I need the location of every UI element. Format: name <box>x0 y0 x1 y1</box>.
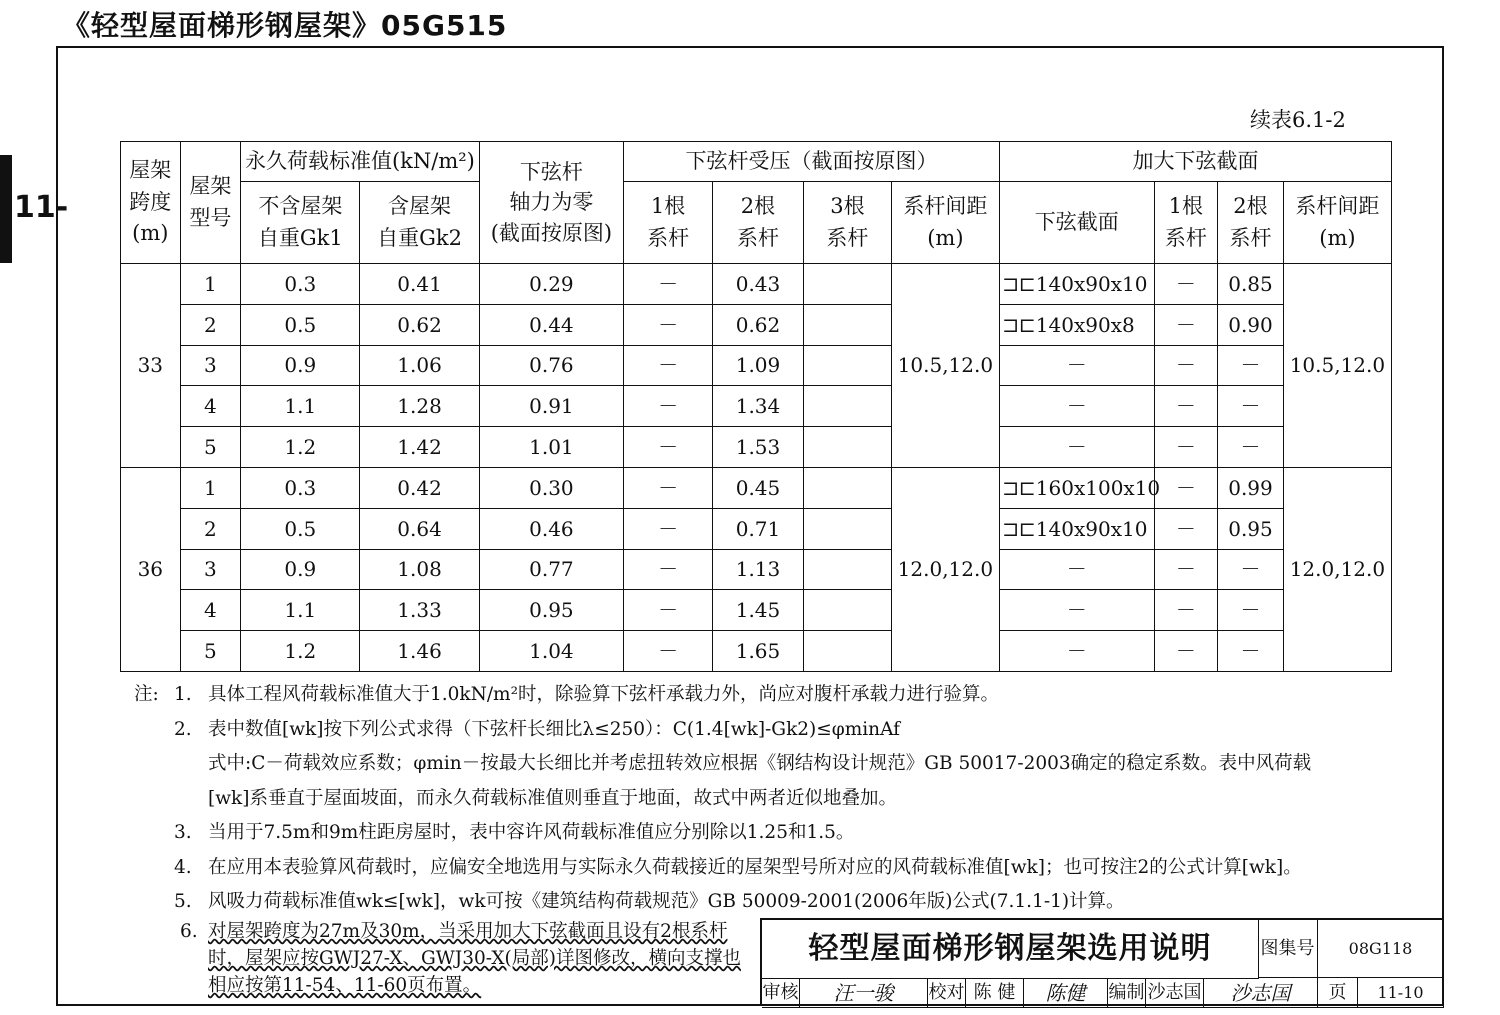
cell-three-bar <box>803 467 891 508</box>
cell-e-two: － <box>1218 345 1284 386</box>
cell-gk1: 0.9 <box>241 345 360 386</box>
note-4 <box>134 851 1394 886</box>
cell-type: 4 <box>180 590 241 631</box>
cell-e-one: － <box>1154 386 1218 427</box>
header-zero-axial: 下弦杆 轴力为零 (截面按原图) <box>479 142 623 264</box>
header-e-spacing: 系杆间距 (m) <box>1283 182 1391 264</box>
header-one-bar: 1根 系杆 <box>624 182 713 264</box>
draw-name: 沙志国 <box>1146 978 1204 1008</box>
header-e-one: 1根 系杆 <box>1154 182 1218 264</box>
cell-section: ⊐⊏140x90x10 <box>999 264 1154 305</box>
cell-gk2: 0.42 <box>360 467 479 508</box>
cell-one-bar: － <box>624 549 713 590</box>
table-row <box>121 345 1392 386</box>
header-perm-group: 永久荷载标准值(kN/m²) <box>241 142 479 182</box>
cell-two-bar: 0.71 <box>713 508 804 549</box>
table-row <box>121 467 1392 508</box>
header-type: 屋架 型号 <box>180 142 241 264</box>
cell-e-spacing: 10.5,12.0 <box>1283 264 1391 468</box>
cell-one-bar: － <box>624 386 713 427</box>
cell-e-two: － <box>1218 427 1284 468</box>
atlas-value: 08G118 <box>1318 920 1444 978</box>
cell-one-bar: － <box>624 631 713 672</box>
cell-e-two: － <box>1218 631 1284 672</box>
cell-gk2: 1.06 <box>360 345 479 386</box>
cell-gk1: 1.2 <box>241 631 360 672</box>
cell-section: － <box>999 590 1154 631</box>
cell-e-one: － <box>1154 427 1218 468</box>
note-5-number: 5. <box>174 891 192 912</box>
cell-type: 1 <box>180 467 241 508</box>
note-4-number: 4. <box>174 856 192 878</box>
header-span: 屋架 跨度 (m) <box>121 142 181 264</box>
header-spacing: 系杆间距 (m) <box>891 182 999 264</box>
cell-type: 3 <box>180 549 241 590</box>
cell-gk1: 0.5 <box>241 508 360 549</box>
table-body <box>121 264 1392 672</box>
cell-span: 36 <box>121 467 181 671</box>
cell-zero-axial: 0.77 <box>479 549 623 590</box>
cell-e-one: － <box>1154 549 1218 590</box>
cell-section: － <box>999 345 1154 386</box>
cell-one-bar: － <box>624 264 713 305</box>
cell-type: 5 <box>180 427 241 468</box>
cell-gk2: 0.64 <box>360 508 479 549</box>
cell-e-two: － <box>1218 549 1284 590</box>
header-two-bar: 2根 系杆 <box>713 182 804 264</box>
cell-zero-axial: 0.76 <box>479 345 623 386</box>
table-row <box>121 590 1392 631</box>
cell-zero-axial: 0.44 <box>479 304 623 345</box>
cell-zero-axial: 0.91 <box>479 386 623 427</box>
cell-two-bar: 1.65 <box>713 631 804 672</box>
cell-three-bar <box>803 508 891 549</box>
header-section: 下弦截面 <box>999 182 1154 264</box>
cell-e-two: 0.90 <box>1218 304 1284 345</box>
cell-one-bar: － <box>624 467 713 508</box>
cell-section: ⊐⊏140x90x10 <box>999 508 1154 549</box>
cell-section: － <box>999 549 1154 590</box>
cell-one-bar: － <box>624 345 713 386</box>
notes <box>134 678 1394 920</box>
header-three-bar: 3根 系杆 <box>803 182 891 264</box>
cell-two-bar: 0.43 <box>713 264 804 305</box>
cell-e-two: 0.85 <box>1218 264 1284 305</box>
draw-signature: 沙志国 <box>1204 978 1318 1008</box>
cell-three-bar <box>803 590 891 631</box>
note-3-number: 3. <box>174 822 192 843</box>
cell-e-one: － <box>1154 467 1218 508</box>
cell-zero-axial: 1.01 <box>479 427 623 468</box>
table-row <box>121 508 1392 549</box>
table-row <box>121 427 1392 468</box>
cell-gk1: 0.3 <box>241 467 360 508</box>
cell-type: 1 <box>180 264 241 305</box>
cell-e-two: 0.95 <box>1218 508 1284 549</box>
header-no-self: 不含屋架 自重Gk1 <box>241 182 360 264</box>
cell-e-one: － <box>1154 590 1218 631</box>
cell-three-bar <box>803 345 891 386</box>
document-title: 《轻型屋面梯形钢屋架》05G515 <box>62 9 508 42</box>
review-label: 审核 <box>762 978 800 1008</box>
cell-gk2: 1.28 <box>360 386 479 427</box>
cell-zero-axial: 1.04 <box>479 631 623 672</box>
data-table <box>120 141 1392 672</box>
cell-zero-axial: 0.95 <box>479 590 623 631</box>
cell-one-bar: － <box>624 304 713 345</box>
cell-e-two: 0.99 <box>1218 467 1284 508</box>
cell-section: － <box>999 631 1154 672</box>
cell-gk2: 1.08 <box>360 549 479 590</box>
note-3-text: 当用于7.5m和9m柱距房屋时，表中容许风荷载标准值应分别除以1.25和1.5。 <box>208 822 855 843</box>
table-row <box>121 304 1392 345</box>
cell-three-bar <box>803 631 891 672</box>
cell-two-bar: 1.13 <box>713 549 804 590</box>
cell-gk1: 1.2 <box>241 427 360 468</box>
table-row <box>121 549 1392 590</box>
cell-three-bar <box>803 386 891 427</box>
cell-three-bar <box>803 264 891 305</box>
cell-e-two: － <box>1218 590 1284 631</box>
check-name: 陈 健 <box>966 978 1024 1008</box>
cell-gk1: 0.3 <box>241 264 360 305</box>
note-2-number: 2. <box>174 718 192 740</box>
check-signature: 陈健 <box>1024 978 1108 1008</box>
cell-spacing: 10.5,12.0 <box>891 264 999 468</box>
cell-gk1: 1.1 <box>241 386 360 427</box>
cell-spacing: 12.0,12.0 <box>891 467 999 671</box>
cell-two-bar: 1.09 <box>713 345 804 386</box>
note-1-text: 具体工程风荷载标准值大于1.0kN/m²时，除验算下弦杆承载力外，尚应对腹杆承载力进行验算。 <box>208 684 1000 705</box>
cell-two-bar: 1.45 <box>713 590 804 631</box>
side-tab-bar <box>0 155 12 263</box>
note-3 <box>134 816 1394 851</box>
notes-label: 注: <box>134 684 159 705</box>
header-e-two: 2根 系杆 <box>1218 182 1284 264</box>
cell-e-spacing: 12.0,12.0 <box>1283 467 1391 671</box>
note-6-text: 对屋架跨度为27m及30m，当采用加大下弦截面且设有2根系杆时，屋架应按GWJ27-X、GWJ30-X(局部)详图修改，横向支撑也相应按第11-54、11-60页布置。 <box>208 921 741 996</box>
note-4-text: 在应用本表验算风荷载时，应偏安全地选用与实际永久荷载接近的屋架型号所对应的风荷载标准值[wk]；也可按注2的公式计算[wk]。 <box>208 856 1302 878</box>
cell-zero-axial: 0.29 <box>479 264 623 305</box>
cell-e-two: － <box>1218 386 1284 427</box>
title-block <box>760 918 1444 1006</box>
check-label: 校对 <box>928 978 966 1008</box>
page-value: 11-10 <box>1358 978 1444 1008</box>
cell-span: 33 <box>121 264 181 468</box>
note-1-number: 1. <box>174 684 192 705</box>
cell-e-one: － <box>1154 508 1218 549</box>
cell-gk1: 0.9 <box>241 549 360 590</box>
table-caption: 续表6.1-2 <box>1250 108 1346 132</box>
cell-two-bar: 1.53 <box>713 427 804 468</box>
cell-gk1: 0.5 <box>241 304 360 345</box>
cell-section: ⊐⊏160x100x10 <box>999 467 1154 508</box>
cell-two-bar: 0.62 <box>713 304 804 345</box>
table-row <box>121 386 1392 427</box>
side-tab-label: 11- <box>14 190 69 225</box>
cell-section: － <box>999 427 1154 468</box>
cell-two-bar: 0.45 <box>713 467 804 508</box>
cell-gk2: 1.46 <box>360 631 479 672</box>
draw-label: 编制 <box>1108 978 1146 1008</box>
cell-gk1: 1.1 <box>241 590 360 631</box>
note-2-line-2: 式中:C－荷载效应系数；φmin－按最大长细比并考虑扭转效应根据《钢结构设计规范》GB 50017-2003确定的稳定系数。表中风荷载 <box>208 753 1312 774</box>
cell-section: － <box>999 386 1154 427</box>
cell-type: 4 <box>180 386 241 427</box>
header-comp-group: 下弦杆受压（截面按原图） <box>624 142 1000 182</box>
cell-one-bar: － <box>624 508 713 549</box>
cell-two-bar: 1.34 <box>713 386 804 427</box>
cell-three-bar <box>803 549 891 590</box>
review-signature: 汪一骏 <box>800 978 928 1008</box>
cell-gk2: 1.42 <box>360 427 479 468</box>
table-row <box>121 264 1392 305</box>
header-with-self: 含屋架 自重Gk2 <box>360 182 479 264</box>
cell-e-one: － <box>1154 304 1218 345</box>
note-5-text: 风吸力荷载标准值wk≤[wk]，wk可按《建筑结构荷载规范》GB 50009-2001(2006年版)公式(7.1.1-1)计算。 <box>208 891 1125 912</box>
cell-gk2: 0.41 <box>360 264 479 305</box>
cell-gk2: 0.62 <box>360 304 479 345</box>
table-row <box>121 631 1392 672</box>
title-block-title: 轻型屋面梯形钢屋架选用说明 <box>762 920 1259 979</box>
note-1 <box>134 678 1394 713</box>
header-enlarged-group: 加大下弦截面 <box>999 142 1391 182</box>
cell-type: 2 <box>180 304 241 345</box>
cell-type: 3 <box>180 345 241 386</box>
note-2-text: 表中数值[wk]按下列公式求得（下弦杆长细比λ≤250）：C(1.4[wk]-Gk2)≤φminAf <box>208 718 900 740</box>
cell-zero-axial: 0.30 <box>479 467 623 508</box>
note-6-number: 6. <box>180 921 198 942</box>
cell-zero-axial: 0.46 <box>479 508 623 549</box>
cell-e-one: － <box>1154 264 1218 305</box>
cell-type: 5 <box>180 631 241 672</box>
cell-one-bar: － <box>624 590 713 631</box>
note-2 <box>134 713 1394 748</box>
note-5 <box>134 885 1394 920</box>
cell-three-bar <box>803 427 891 468</box>
cell-gk2: 1.33 <box>360 590 479 631</box>
cell-e-one: － <box>1154 345 1218 386</box>
cell-e-one: － <box>1154 631 1218 672</box>
page-label: 页 <box>1318 978 1358 1008</box>
cell-type: 2 <box>180 508 241 549</box>
note-2-line-3: [wk]系垂直于屋面坡面，而永久荷载标准值则垂直于地面，故式中两者近似地叠加。 <box>208 787 897 809</box>
atlas-label: 图集号 <box>1258 920 1318 978</box>
cell-section: ⊐⊏140x90x8 <box>999 304 1154 345</box>
cell-three-bar <box>803 304 891 345</box>
cell-one-bar: － <box>624 427 713 468</box>
